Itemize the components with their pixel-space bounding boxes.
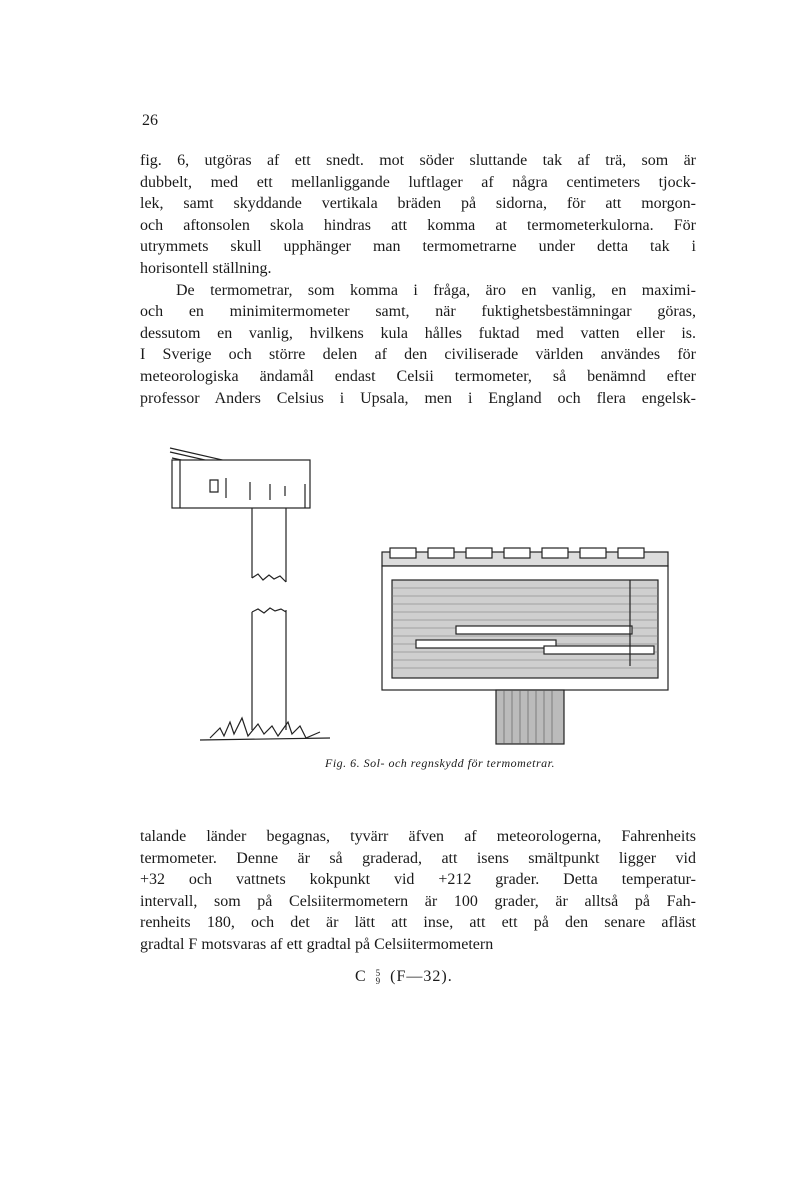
- thermometer-shelter-illustration: [160, 440, 680, 760]
- text-line: I Sverige och större delen af den civiliserade världen användes för: [140, 346, 696, 364]
- text-line: termometer. Denne är så graderad, att isens smältpunkt ligger vid: [140, 849, 696, 867]
- conversion-formula: [355, 968, 453, 986]
- body-text-bottom: [140, 826, 696, 956]
- text-line: fig. 6, utgöras af ett snedt. mot söder sluttande tak af trä, som är: [140, 152, 696, 169]
- fraction-numerator: 5: [375, 968, 382, 979]
- text-line: De termometrar, som komma i fråga, äro en vanlig, en maximi-: [176, 281, 696, 299]
- text-line: horisontell ställning.: [140, 259, 272, 277]
- text-line: utrymmets skull upphänger man termometrarne under detta tak i: [140, 238, 696, 256]
- text-line: och en minimitermometer samt, när fuktighetsbestämningar göras,: [140, 303, 696, 321]
- text-line: dubbelt, med ett mellanliggande luftlager af några centimeters tjock-: [140, 173, 696, 191]
- formula-fraction: [376, 969, 382, 985]
- body-text-top: [140, 150, 696, 409]
- figure-thermometer-shelter: [160, 440, 680, 780]
- text-line: professor Anders Celsius i Upsala, men i England och flera engelsk-: [140, 389, 696, 407]
- text-line: meteorologiska ändamål endast Celsii termometer, så benämnd efter: [140, 367, 696, 385]
- figure-caption: Fig. 6. Sol- och regnskydd för termometrar.: [324, 756, 556, 770]
- page-number: 26: [142, 112, 158, 129]
- text-line: gradtal F motsvaras af ett gradtal på Celsiitermometern: [140, 935, 494, 953]
- side-view: [170, 448, 330, 740]
- text-line: dessutom en vanlig, hvilkens kula hålles fuktad med vatten eller is.: [140, 324, 696, 342]
- text-line: talande länder begagnas, tyvärr äfven af meteorologerna, Fahrenheits: [140, 828, 696, 845]
- text-line: lek, samt skyddande vertikala bräden på sidorna, för att morgon-: [140, 195, 696, 213]
- text-line: och aftonsolen skola hindras att komma at termometerkulorna. För: [140, 216, 696, 234]
- front-view: [382, 548, 668, 744]
- formula-lhs: C: [355, 968, 367, 985]
- fraction-denominator: 9: [375, 976, 382, 987]
- text-line: +32 och vattnets kokpunkt vid +212 grader. Detta temperatur-: [140, 871, 696, 889]
- text-line: intervall, som på Celsiitermometern är 100 grader, är alltså på Fah-: [140, 892, 696, 910]
- text-line: renheits 180, och det är lätt att inse, att ett på den senare afläst: [140, 914, 696, 932]
- formula-rhs: (F—32).: [390, 968, 453, 985]
